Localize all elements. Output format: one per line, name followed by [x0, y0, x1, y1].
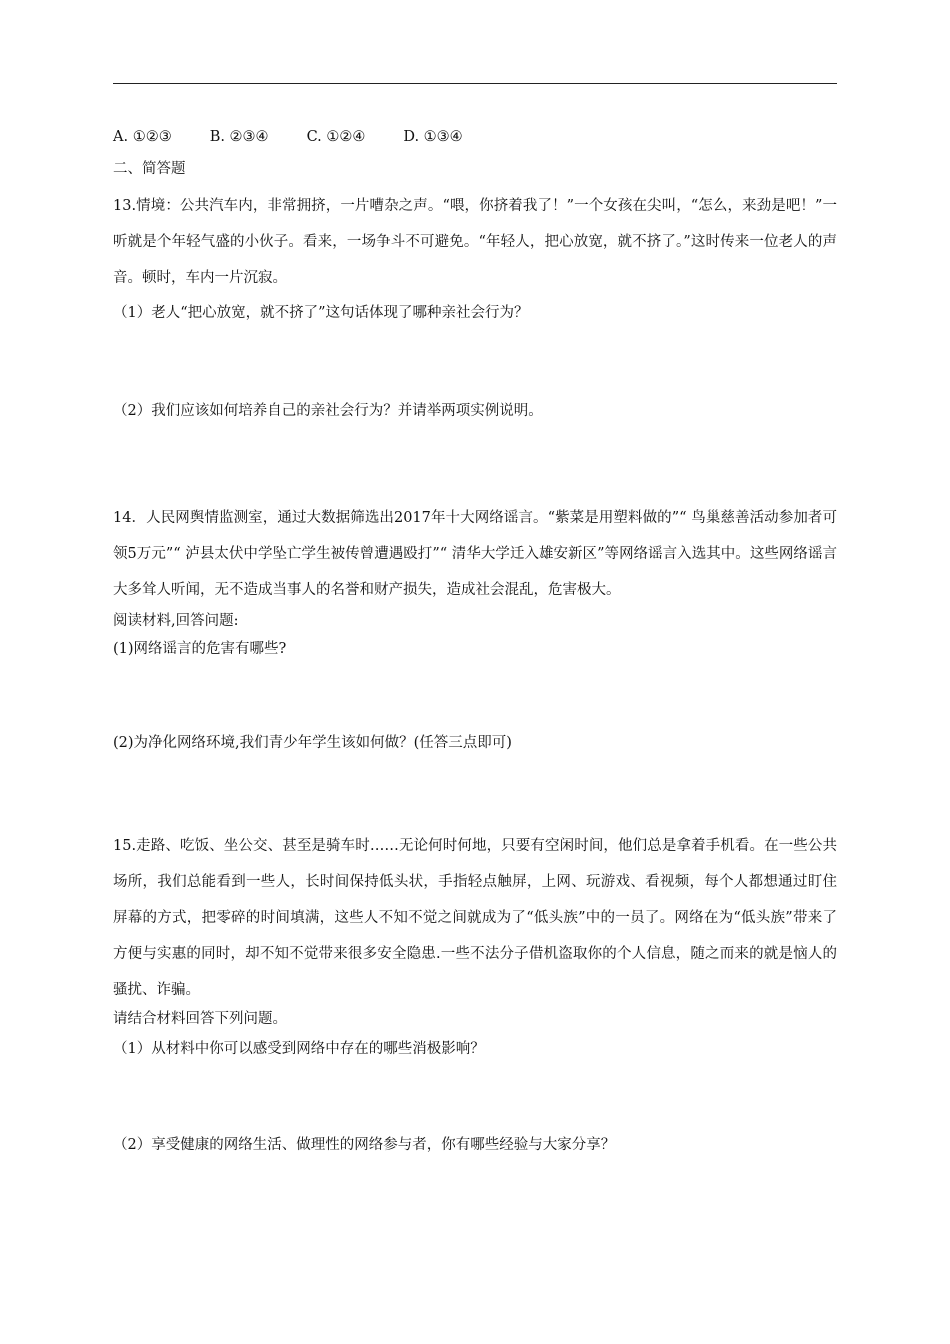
q15-sub1: （1）从材料中你可以感受到网络中存在的哪些消极影响？	[113, 1041, 485, 1057]
q15-prompt: 请结合材料回答下列问题。	[113, 1011, 287, 1027]
q13-sub1: （1）老人“把心放宽，就不挤了”这句话体现了哪种亲社会行为？	[113, 305, 529, 321]
header-rule	[113, 83, 837, 84]
q14-sub1: (1)网络谣言的危害有哪些?	[113, 641, 287, 657]
q14-prompt: 阅读材料,回答问题:	[113, 613, 239, 629]
option-a: A. ①②③	[113, 129, 172, 145]
option-c: C. ①②④	[306, 129, 366, 145]
q14-stem: 14．人民网舆情监测室，通过大数据筛选出2017年十大网络谣言。“紫菜是用塑料做的”“ 鸟巢慈善活动参加者可领5万元”“ 泸县太伏中学坠亡学生被传曾遭遇殴打”“ 清华大学迁入雄安新区”等网络谣言入选其中。这些网络谣言大多耸人听闻，无不造成当事人的名誉和财产损失，造成社会混乱，危害极大。	[113, 510, 837, 598]
q13-sub2: （2）我们应该如何培养自己的亲社会行为？并请举两项实例说明。	[113, 403, 543, 419]
answer-options	[113, 124, 837, 150]
option-d: D. ①③④	[403, 129, 463, 145]
question-15	[113, 828, 837, 1158]
page-content	[113, 124, 837, 1158]
option-b: B. ②③④	[209, 129, 269, 145]
q15-stem: 15.走路、吃饭、坐公交、甚至是骑车时……无论何时何地，只要有空闲时间，他们总是拿着手机看。在一些公共场所，我们总能看到一些人，长时间保持低头状，手指轻点触屏，上网、玩游戏、看视频，每个人都想通过盯住屏幕的方式，把零碎的时间填满，这些人不知不觉之间就成为了“低头族”中的一员了。网络在为“低头族”带来了方便与实惠的同时，却不知不觉带来很多安全隐患.一些不法分子借机盗取你的个人信息，随之而来的就是恼人的骚扰、诈骗。	[113, 838, 837, 998]
q15-sub2: （2）享受健康的网络生活、做理性的网络参与者，你有哪些经验与大家分享？	[113, 1137, 616, 1153]
question-14	[113, 500, 837, 756]
section-title: 二、简答题	[113, 161, 186, 177]
q13-stem: 13.情境：公共汽车内，非常拥挤，一片嘈杂之声。“喂，你挤着我了！”一个女孩在尖叫，“怎么，来劲是吧！”一听就是个年轻气盛的小伙子。看来，一场争斗不可避免。“年轻人，把心放宽，就不挤了。”这时传来一位老人的声音。顿时，车内一片沉寂。	[113, 198, 837, 286]
q14-sub2: (2)为净化网络环境,我们青少年学生该如何做？(任答三点即可)	[113, 735, 512, 751]
question-13	[113, 188, 837, 424]
